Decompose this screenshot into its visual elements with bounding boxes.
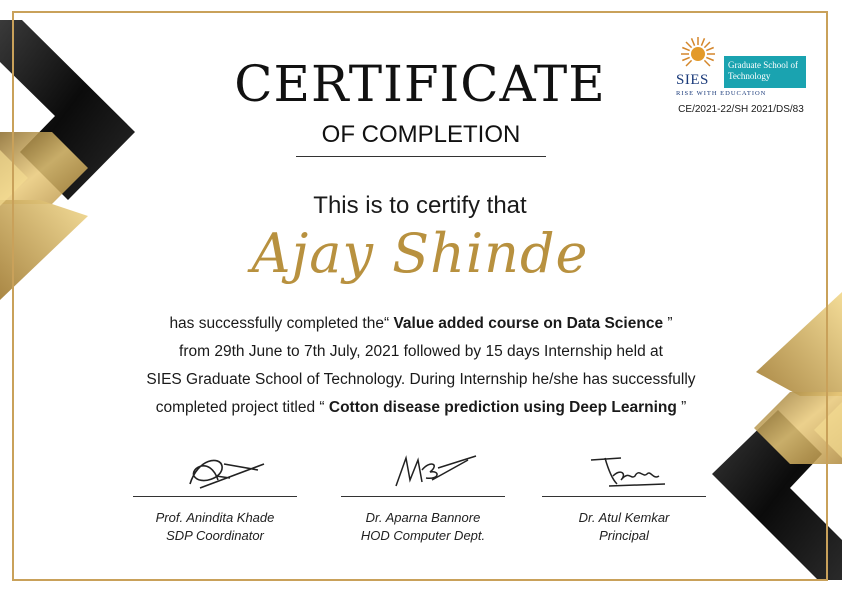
body-line-1 — [110, 310, 732, 338]
signature-1-image — [160, 450, 270, 492]
signature-1-line — [133, 496, 297, 497]
signatory-3-name: Dr. Atul Kemkar — [578, 510, 670, 525]
subtitle-underline — [296, 156, 546, 157]
logo-name-line2: Technology — [728, 71, 771, 81]
signatory-2-role: HOD Computer Dept. — [360, 528, 486, 543]
sun-emblem-icon — [676, 36, 720, 74]
signature-block-2 — [341, 450, 505, 545]
body-line-1-suffix: ” — [663, 315, 673, 332]
certificate-subtitle: OF COMPLETION — [321, 121, 521, 148]
recipient-name: Ajay Shinde — [251, 222, 589, 285]
body-line-1-prefix: has successfully completed the“ — [169, 315, 394, 332]
certificate-title: CERTIFICATE — [234, 55, 606, 113]
signatory-1-name: Prof. Anindita Khade — [155, 510, 275, 525]
course-name: Value added course on Data Science — [393, 315, 664, 332]
logo-name-line1: Graduate School of — [728, 60, 798, 70]
signature-3-image — [569, 450, 679, 492]
body-line-4 — [110, 394, 732, 422]
logo-tagline: RISE WITH EDUCATION — [676, 90, 767, 97]
signature-2-image — [368, 450, 478, 492]
signatory-2-name: Dr. Aparna Bannore — [365, 510, 481, 525]
signatory-3-role: Principal — [599, 528, 649, 543]
body-line-3: SIES Graduate School of Technology. During Internship he/she has successfully — [146, 371, 696, 388]
signature-2-line — [341, 496, 505, 497]
reference-number: CE/2021-22/SH 2021/DS/83 — [678, 104, 804, 115]
signature-block-1 — [133, 450, 297, 545]
logo-abbr: SIES — [676, 72, 709, 88]
certificate-body — [110, 310, 732, 422]
signature-3-line — [542, 496, 706, 497]
body-line-4-suffix: ” — [676, 399, 687, 416]
sies-logo — [676, 36, 808, 106]
logo-name-box — [724, 56, 806, 88]
signatory-1-role: SDP Coordinator — [166, 528, 264, 543]
certify-intro: This is to certify that — [313, 192, 527, 219]
signature-block-3 — [542, 450, 706, 545]
project-title: Cotton disease prediction using Deep Learning — [328, 399, 677, 416]
body-line-2: from 29th June to 7th July, 2021 followed by 15 days Internship held at — [179, 343, 663, 360]
body-line-4-prefix: completed project titled “ — [155, 399, 329, 416]
